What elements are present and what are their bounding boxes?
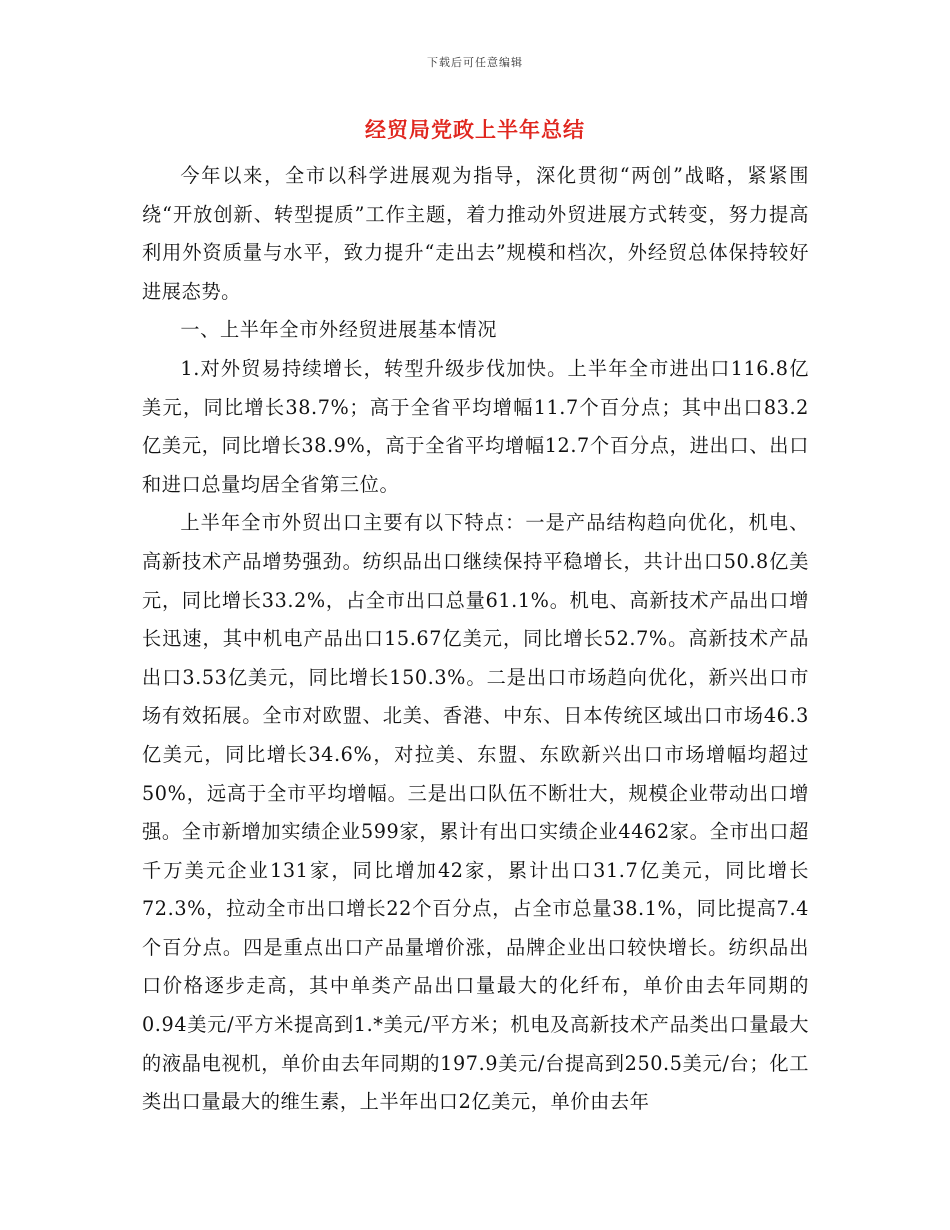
document-body (142, 157, 809, 1122)
document-title: 经贸局党政上半年总结 (365, 118, 585, 142)
header-note: 下载后可任意编辑 (427, 56, 523, 69)
paragraph-foreign-trade: 1.对外贸易持续增长，转型升级步伐加快。上半年全市进出口116.8亿美元，同比增长38.7%；高于全省平均增幅11.7个百分点；其中出口83.2亿美元，同比增长38.9%，高于全省平均增幅12.7个百分点，进出口、出口和进口总量均居全省第三位。 (142, 356, 809, 496)
paragraph-intro: 今年以来，全市以科学进展观为指导，深化贯彻“两创”战略，紧紧围绕“开放创新、转型提质”工作主题，着力推动外贸进展方式转变，努力提高利用外资质量与水平，致力提升“走出去”规模和档次，外经贸总体保持较好进展态势。 (142, 164, 809, 303)
section-heading: 一、上半年全市外经贸进展基本情况 (180, 318, 497, 342)
paragraph-export-features: 上半年全市外贸出口主要有以下特点：一是产品结构趋向优化，机电、高新技术产品增势强劲。纺织品出口继续保持平稳增长，共计出口50.8亿美元，同比增长33.2%，占全市出口总量61.1%。机电、高新技术产品出口增长迅速，其中机电产品出口15.67亿美元，同比增长52.7%。高新技术产品出口3.53亿美元，同比增长150.3%。二是出口市场趋向优化，新兴出口市场有效拓展。全市对欧盟、北美、香港、中东、日本传统区域出口市场46.3亿美元，同比增长34.6%，对拉美、东盟、东欧新兴出口市场增幅均超过50%，远高于全市平均增幅。三是出口队伍不断壮大，规模企业带动出口增强。全市新增加实绩企业599家，累计有出口实绩企业4462家。全市出口超千万美元企业131家，同比增加42家，累计出口31.7亿美元，同比增长72.3%，拉动全市出口增长22个百分点，占全市总量38.1%，同比提高7.4个百分点。四是重点出口产品量增价涨，品牌企业出口较快增长。纺织品出口价格逐步走高，其中单类产品出口量最大的化纤布，单价由去年同期的0.94美元/平方米提高到1.*美元/平方米；机电及高新技术产品类出口量最大的液晶电视机，单价由去年同期的197.9美元/台提高到250.5美元/台；化工类出口量最大的维生素，上半年出口2亿美元，单价由去年 (142, 511, 809, 1114)
